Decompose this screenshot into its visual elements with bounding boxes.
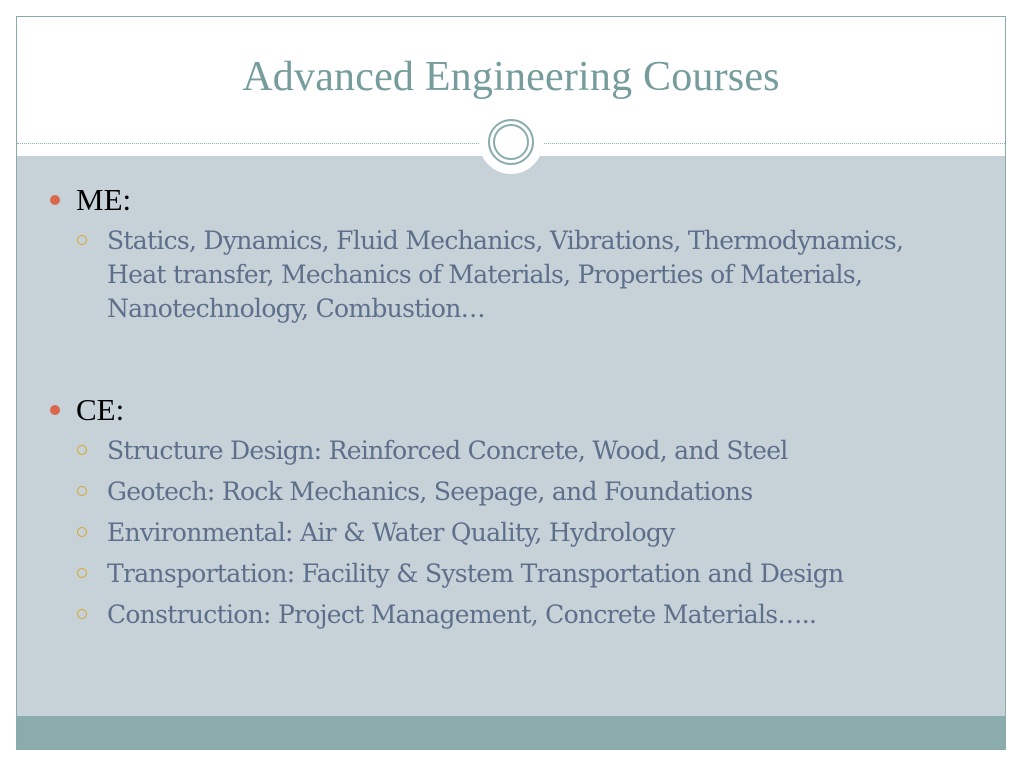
section-heading-text: CE: [76,392,125,427]
list-item [17,516,1005,550]
list-item [17,557,1005,591]
list-item-text: Statics, Dynamics, Fluid Mechanics, Vibrations, Thermodynamics, Heat transfer, Mechanics of Materials, Properties of Materials, Nanotechnology, Combustion… [107,226,904,323]
section-me [17,182,1005,326]
list-item-text: Environmental: Air & Water Quality, Hydrology [107,518,675,547]
list-item [17,598,1005,632]
list-item [17,434,1005,468]
bullet-dot-icon [50,195,60,205]
slide-title: Advanced Engineering Courses [242,54,780,100]
bullet-dot-icon [50,405,60,415]
slide [16,16,1006,750]
ring-ornament-icon [479,110,543,174]
section-heading [17,182,1005,218]
section-ce [17,392,1005,632]
footer-bar [17,716,1005,750]
list-item-text: Structure Design: Reinforced Concrete, Wood, and Steel [107,436,788,465]
section-heading-text: ME: [76,182,132,217]
bullet-circle-icon [77,527,87,537]
bullet-circle-icon [77,235,87,245]
list-item-text: Construction: Project Management, Concrete Materials….. [107,600,817,629]
bullet-circle-icon [77,445,87,455]
bullet-circle-icon [77,568,87,578]
list-item [17,224,947,326]
content-area [17,156,1005,716]
list-item [17,475,1005,509]
bullet-circle-icon [77,486,87,496]
section-heading [17,392,1005,428]
list-item-text: Geotech: Rock Mechanics, Seepage, and Foundations [107,477,753,506]
bullet-circle-icon [77,609,87,619]
list-item-text: Transportation: Facility & System Transportation and Design [107,559,844,588]
